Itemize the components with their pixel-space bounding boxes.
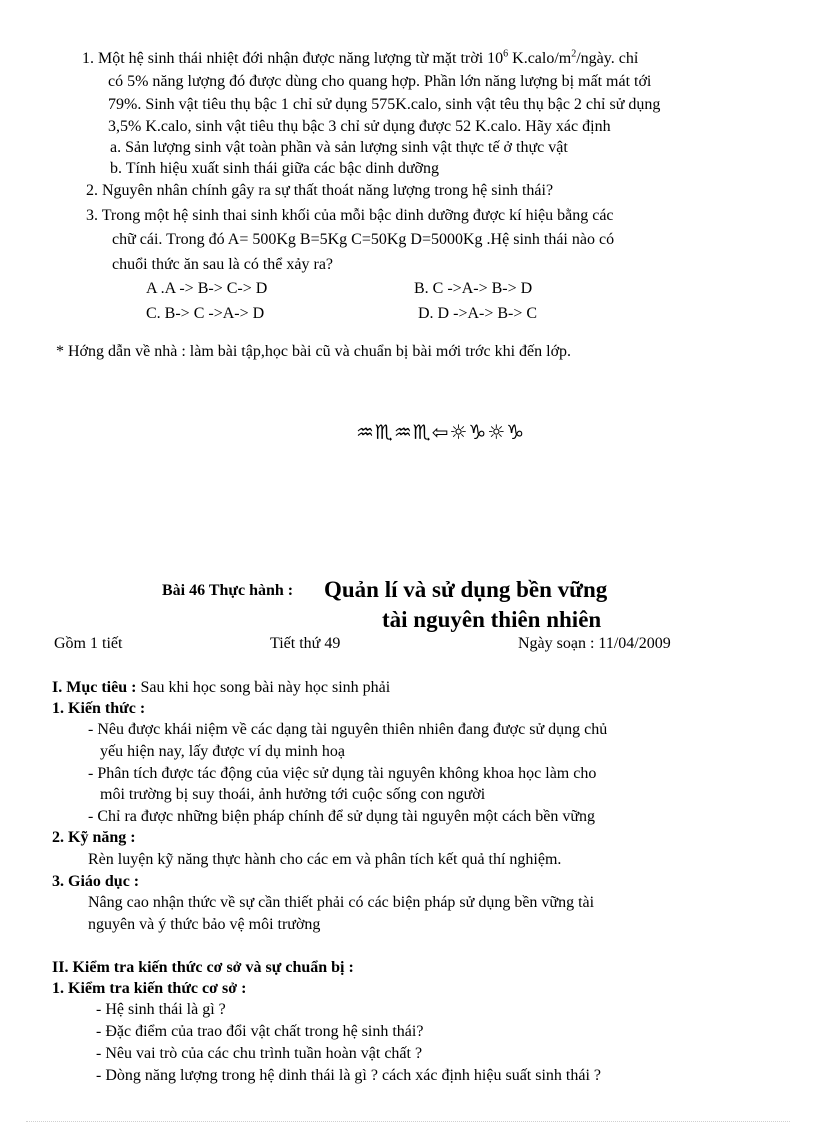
check-question-3: - Nêu vai trò của các chu trình tuần hoàn vật chất ? xyxy=(96,1045,423,1062)
knowledge-item-2-line-2: môi trường bị suy thoái, ảnh hưởng tới cuộc sống con người xyxy=(100,786,486,803)
exercise-1-line-3: 79%. Sinh vật tiêu thụ bậc 1 chỉ sử dụng 575K.calo, sinh vật têu thụ bậc 2 chỉ sử dụng xyxy=(108,96,661,113)
exercise-1-text-a: 1. Một hệ sinh thái nhiệt đới nhận được năng lượng từ mặt trời 10 xyxy=(82,50,504,67)
education-line-1: Nâng cao nhận thức về sự cần thiết phải có các biện pháp sử dụng bền vững tài xyxy=(88,894,595,911)
exercise-3-line-1: 3. Trong một hệ sinh thai sinh khối của mỗi bậc dinh dưỡng được kí hiệu bằng các xyxy=(86,207,614,224)
option-a: A .A -> B-> C-> D xyxy=(146,280,268,297)
lesson-title-line-2: tài nguyên thiên nhiên xyxy=(382,607,602,632)
exercise-1-line-4: 3,5% K.calo, sinh vật tiêu thụ bậc 3 chỉ sử dụng được 52 K.calo. Hãy xác định xyxy=(108,118,611,135)
page-bottom-divider xyxy=(26,1121,790,1122)
exercise-2: 2. Nguyên nhân chính gây ra sự thất thoát năng lượng trong hệ sinh thái? xyxy=(86,182,554,199)
section-1-heading-line xyxy=(52,677,390,699)
skills-text: Rèn luyện kỹ năng thực hành cho các em và phân tích kết quả thí nghiệm. xyxy=(88,851,562,868)
period-count: Gồm 1 tiết xyxy=(54,635,123,652)
exponent-6: 6 xyxy=(503,48,509,60)
check-question-2: - Đặc điểm của trao đổi vật chất trong hệ sinh thái? xyxy=(96,1023,424,1040)
option-b: B. C ->A-> B-> D xyxy=(414,280,533,297)
knowledge-heading: 1. Kiến thức : xyxy=(52,700,146,717)
option-d: D. D ->A-> B-> C xyxy=(418,305,538,322)
exercise-1-text-c: /ngày. chỉ xyxy=(576,50,639,67)
section-1-heading: I. Mục tiêu : xyxy=(52,679,137,696)
basic-knowledge-heading: 1. Kiểm tra kiến thức cơ sở : xyxy=(52,980,247,997)
exercise-1-line-1 xyxy=(82,48,638,70)
exercise-1-text-b: K.calo/m xyxy=(508,50,572,67)
section-2-heading: II. Kiểm tra kiến thức cơ sở và sự chuẩn bị : xyxy=(52,959,354,976)
check-question-1: - Hệ sinh thái là gì ? xyxy=(96,1001,226,1018)
lesson-label: Bài 46 Thực hành : xyxy=(162,582,294,599)
exercise-3-line-3: chuổi thức ăn sau là có thể xảy ra? xyxy=(112,256,334,273)
period-number: Tiết thứ 49 xyxy=(270,635,341,652)
lesson-title-line-1: Quản lí và sử dụng bền vững xyxy=(324,577,608,602)
knowledge-item-1-line-2: yếu hiện nay, lấy được ví dụ minh hoạ xyxy=(100,743,345,760)
education-heading: 3. Giáo dục : xyxy=(52,873,140,890)
knowledge-item-1-line-1: - Nêu được khái niệm về các dạng tài nguyên thiên nhiên đang được sử dụng chủ xyxy=(88,721,608,738)
section-1-intro: Sau khi học song bài này học sinh phải xyxy=(136,679,391,696)
option-c: C. B-> C ->A-> D xyxy=(146,305,265,322)
skills-heading: 2. Kỹ năng : xyxy=(52,829,136,846)
exercise-1-part-b: b. Tính hiệu xuất sinh thái giữa các bậc dinh dưỡng xyxy=(110,160,439,177)
exercise-1-line-2: có 5% năng lượng đó được dùng cho quang hợp. Phần lớn năng lượng bị mất mát tới xyxy=(108,73,652,90)
knowledge-item-2-line-1: - Phân tích được tác động của việc sử dụng tài nguyên không khoa học làm cho xyxy=(88,765,597,782)
decorative-separator: ♒♏♒♏⇦☼♑☼♑ xyxy=(356,420,526,444)
exercise-1-part-a: a. Sản lượng sinh vật toàn phần và sản lượng sinh vật thực tế ở thực vật xyxy=(110,139,568,156)
exercise-3-line-2: chữ cái. Trong đó A= 500Kg B=5Kg C=50Kg D=5000Kg .Hệ sinh thái nào có xyxy=(112,231,615,248)
knowledge-item-3: - Chỉ ra được những biện pháp chính để sử dụng tài nguyên một cách bền vững xyxy=(88,808,596,825)
prepared-date: Ngày soạn : 11/04/2009 xyxy=(518,635,671,652)
education-line-2: nguyên và ý thức bảo vệ môi trường xyxy=(88,916,321,933)
check-question-4: - Dòng năng lượng trong hệ dinh thái là gì ? cách xác định hiệu suất sinh thái ? xyxy=(96,1067,602,1084)
exponent-2: 2 xyxy=(571,48,577,60)
homework-note: * Hớng dẫn về nhà : làm bài tập,học bài cũ và chuẩn bị bài mới trớc khi đến lớp. xyxy=(56,343,572,360)
